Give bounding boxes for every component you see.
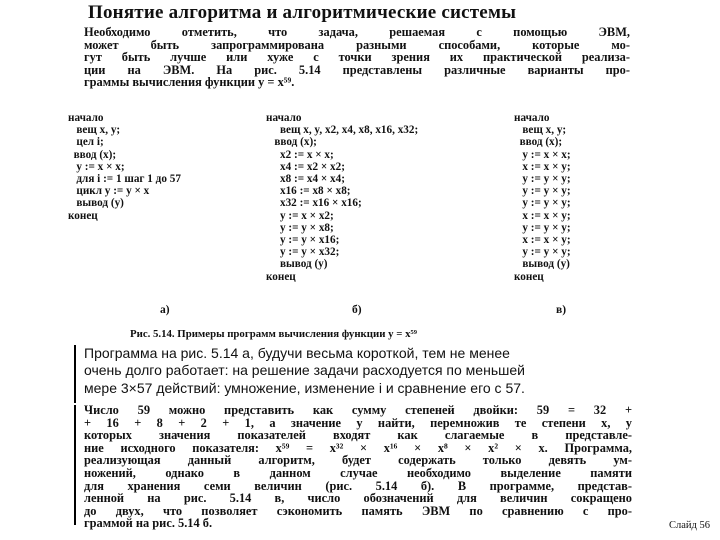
figure-caption: Рис. 5.14. Примеры программ вычисления функции y = x⁵⁹ xyxy=(130,328,417,340)
code-line: x := x × y; xyxy=(514,160,571,173)
page-title: Понятие алгоритма и алгоритмические системы xyxy=(88,2,517,23)
slide-number: Слайд 56 xyxy=(669,520,710,531)
subfigure-label-c: в) xyxy=(556,304,567,316)
code-line: x16 := x8 × x8; xyxy=(266,185,351,198)
code-line: начало xyxy=(514,112,550,124)
text-line: может быть запрограммирована разными способами, которые мо- xyxy=(84,37,630,52)
code-line: ввод (x); xyxy=(68,148,117,161)
code-line: y := x × x; xyxy=(68,160,125,173)
text-line: мере 3×57 действий: умножение, изменение i и сравнение его с 57. xyxy=(84,379,525,396)
code-line: вещ x, y, x2, x4, x8, x16, x32; xyxy=(266,124,419,137)
text-line: Программа на рис. 5.14 а, будучи весьма короткой, тем не менее xyxy=(84,345,510,361)
margin-rule xyxy=(74,405,76,525)
intro-paragraph xyxy=(84,26,630,89)
text-line: ножений, однако в данном случае необходимо выделение памяти xyxy=(84,465,632,480)
code-line: y := x × x2; xyxy=(266,209,334,222)
subfigure-label-b: б) xyxy=(352,304,362,316)
program-c xyxy=(514,112,571,283)
code-line: x4 := x2 × x2; xyxy=(266,160,345,173)
explanation-paragraph xyxy=(84,404,632,530)
code-line: вещ x, y; xyxy=(514,124,567,137)
code-line: вывод (y) xyxy=(68,197,124,210)
code-line: конец xyxy=(68,209,98,222)
code-line: y := y × y; xyxy=(514,185,571,198)
text-line: гут быть лучше или хуже с точки зрения их практической реализа- xyxy=(84,50,630,65)
code-line: цел i; xyxy=(68,136,104,149)
text-line: ние исходного показателя: x⁵⁹ = x³² × x¹⁶ × x⁸ × x² × x. Программа, xyxy=(84,440,632,455)
code-line: y := y × x8; xyxy=(266,221,334,234)
code-line: ввод (x); xyxy=(266,136,317,149)
code-line: x8 := x4 × x4; xyxy=(266,173,345,186)
callout-paragraph xyxy=(84,345,624,397)
code-line: вывод (y) xyxy=(514,258,570,271)
text-line: очень долго работает: на решение задачи расходуется по меньшей xyxy=(84,362,525,379)
code-line: x := x × y; xyxy=(514,209,571,222)
program-b xyxy=(266,112,418,283)
text-line: граммой на рис. 5.14 б. xyxy=(84,516,213,531)
code-line: начало xyxy=(68,112,104,124)
code-line: y := y × y; xyxy=(514,246,571,259)
text-line: до двух, что позволяет сэкономить память ЭВМ по сравнению с про- xyxy=(84,503,632,518)
code-line: y := y × y; xyxy=(514,197,571,210)
code-line: вывод (y) xyxy=(266,258,328,271)
text-line: ции на ЭВМ. На рис. 5.14 представлены различные варианты про- xyxy=(84,62,630,77)
code-line: x := x × y; xyxy=(514,234,571,247)
code-line: x32 := x16 × x16; xyxy=(266,197,362,210)
text-line: для хранения семи величин (рис. 5.14 б). В программе, представ- xyxy=(84,478,632,493)
text-line: ленной на рис. 5.14 в, число обозначений для величин сокращено xyxy=(84,491,632,506)
code-line: конец xyxy=(266,270,296,283)
code-line: для i := 1 шаг 1 до 57 xyxy=(68,173,181,186)
code-line: y := y × y; xyxy=(514,173,571,186)
code-line: цикл y := y × x xyxy=(68,185,150,198)
code-line: конец xyxy=(514,270,544,283)
text-line: Необходимо отметить, что задача, решаемая с помощью ЭВМ, xyxy=(84,25,630,39)
code-line: y := x × x; xyxy=(514,148,571,161)
code-line: y := y × x16; xyxy=(266,234,340,247)
code-line: вещ x, y; xyxy=(68,124,121,137)
text-line: которых значения показателей входят как слагаемые в представле- xyxy=(84,428,632,443)
text-line: реализующая данный алгоритм, будет содержать только девять ум- xyxy=(84,453,632,468)
subfigure-label-a: а) xyxy=(160,304,170,316)
text-line: граммы вычисления функции y = x⁵⁹. xyxy=(84,75,295,90)
code-line: начало xyxy=(266,112,302,124)
program-a xyxy=(68,112,181,222)
code-line: y := y × y; xyxy=(514,221,571,234)
text-line: Число 59 можно представить как сумму степеней двойки: 59 = 32 + xyxy=(84,403,632,417)
code-line: y := y × x32; xyxy=(266,246,340,259)
margin-rule xyxy=(74,345,76,403)
code-line: x2 := x × x; xyxy=(266,148,334,161)
text-line: + 16 + 8 + 2 + 1, а значение y найти, перемножив те степени x, у xyxy=(84,415,632,430)
code-line: ввод (x); xyxy=(514,136,563,149)
